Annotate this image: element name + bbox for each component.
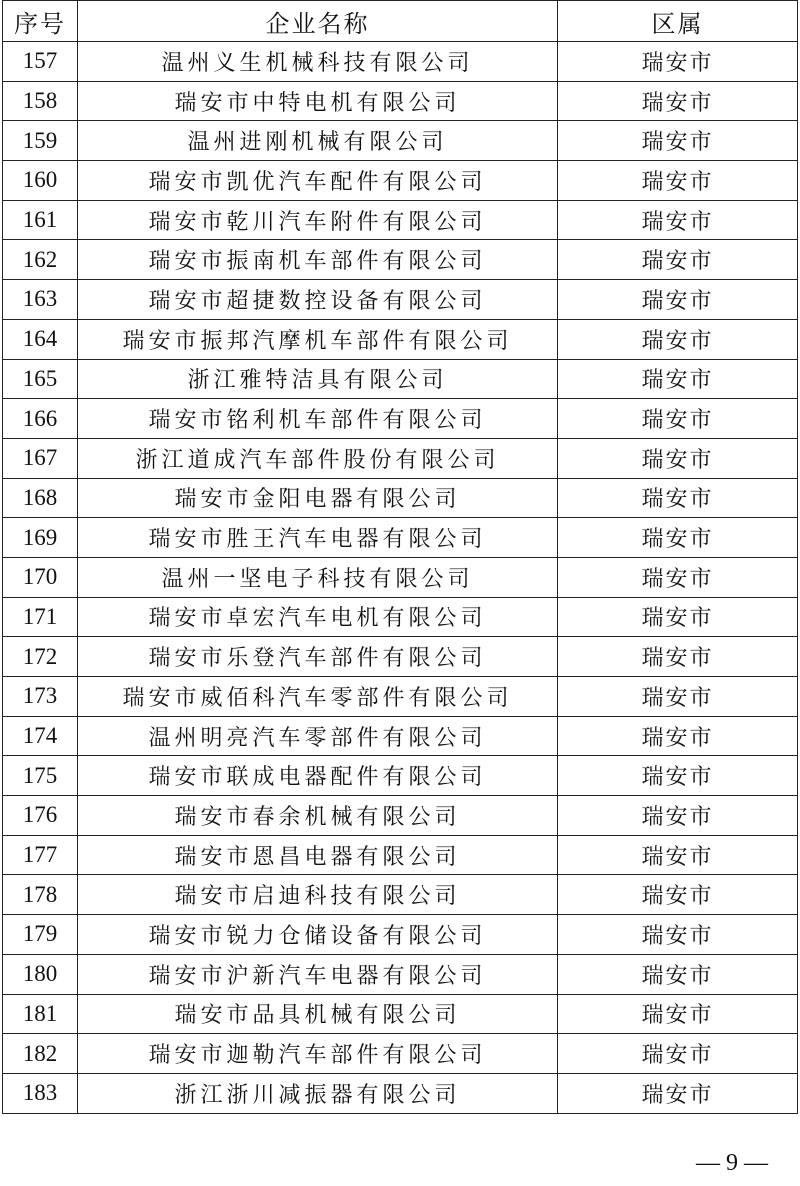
table-row [3,42,798,82]
row-district-cell: 瑞安市 [558,478,798,518]
row-company-name-cell: 瑞安市超捷数控设备有限公司 [78,280,558,320]
row-district-cell: 瑞安市 [558,597,798,637]
row-company-name-cell: 温州进刚机械有限公司 [78,121,558,161]
row-district-cell: 瑞安市 [558,677,798,717]
row-company-name-cell: 瑞安市威佰科汽车零部件有限公司 [78,677,558,717]
row-seq-cell: 160 [3,161,78,201]
row-district-cell: 瑞安市 [558,518,798,558]
row-company-name-cell: 瑞安市春余机械有限公司 [78,796,558,836]
row-company-name-cell: 瑞安市乾川汽车附件有限公司 [78,200,558,240]
row-district-cell: 瑞安市 [558,1034,798,1074]
table-row [3,716,798,756]
row-company-name-cell: 瑞安市卓宏汽车电机有限公司 [78,597,558,637]
row-district-cell: 瑞安市 [558,875,798,915]
header-district: 区属 [558,1,798,42]
row-seq-cell: 174 [3,716,78,756]
row-company-name-cell: 瑞安市乐登汽车部件有限公司 [78,637,558,677]
row-seq-cell: 180 [3,954,78,994]
table-row [3,319,798,359]
table-row [3,518,798,558]
row-seq-cell: 170 [3,557,78,597]
row-company-name-cell: 瑞安市铭利机车部件有限公司 [78,399,558,439]
row-seq-cell: 172 [3,637,78,677]
row-district-cell: 瑞安市 [558,756,798,796]
row-seq-cell: 163 [3,280,78,320]
row-seq-cell: 175 [3,756,78,796]
row-district-cell: 瑞安市 [558,557,798,597]
row-seq-cell: 181 [3,994,78,1034]
header-company-name: 企业名称 [78,1,558,42]
table-row [3,637,798,677]
row-seq-cell: 165 [3,359,78,399]
table-row [3,677,798,717]
table-row [3,557,798,597]
table-row [3,200,798,240]
row-seq-cell: 182 [3,1034,78,1074]
table-row [3,280,798,320]
row-district-cell: 瑞安市 [558,359,798,399]
row-district-cell: 瑞安市 [558,716,798,756]
row-district-cell: 瑞安市 [558,200,798,240]
table-row [3,597,798,637]
row-district-cell: 瑞安市 [558,994,798,1034]
row-district-cell: 瑞安市 [558,81,798,121]
page-number: — 9 — [696,1150,768,1176]
row-company-name-cell: 瑞安市品具机械有限公司 [78,994,558,1034]
row-district-cell: 瑞安市 [558,399,798,439]
row-district-cell: 瑞安市 [558,796,798,836]
row-company-name-cell: 瑞安市恩昌电器有限公司 [78,835,558,875]
table-row [3,240,798,280]
row-district-cell: 瑞安市 [558,954,798,994]
row-company-name-cell: 瑞安市锐力仓储设备有限公司 [78,915,558,955]
header-seq: 序号 [3,1,78,42]
row-district-cell: 瑞安市 [558,915,798,955]
row-company-name-cell: 瑞安市中特电机有限公司 [78,81,558,121]
row-seq-cell: 161 [3,200,78,240]
row-company-name-cell: 瑞安市金阳电器有限公司 [78,478,558,518]
row-district-cell: 瑞安市 [558,1073,798,1113]
table-row [3,399,798,439]
row-seq-cell: 176 [3,796,78,836]
row-seq-cell: 167 [3,438,78,478]
row-seq-cell: 178 [3,875,78,915]
row-seq-cell: 166 [3,399,78,439]
table-row [3,756,798,796]
row-seq-cell: 177 [3,835,78,875]
row-seq-cell: 169 [3,518,78,558]
row-company-name-cell: 瑞安市凯优汽车配件有限公司 [78,161,558,201]
row-district-cell: 瑞安市 [558,637,798,677]
row-district-cell: 瑞安市 [558,240,798,280]
table-row [3,1073,798,1113]
row-company-name-cell: 浙江浙川减振器有限公司 [78,1073,558,1113]
row-seq-cell: 171 [3,597,78,637]
row-seq-cell: 162 [3,240,78,280]
table-row [3,438,798,478]
row-company-name-cell: 瑞安市沪新汽车电器有限公司 [78,954,558,994]
table-row [3,796,798,836]
table-body [3,42,798,1114]
table-row [3,359,798,399]
table-row [3,81,798,121]
row-company-name-cell: 温州义生机械科技有限公司 [78,42,558,82]
row-company-name-cell: 瑞安市振邦汽摩机车部件有限公司 [78,319,558,359]
row-company-name-cell: 瑞安市迦勒汽车部件有限公司 [78,1034,558,1074]
row-company-name-cell: 浙江道成汽车部件股份有限公司 [78,438,558,478]
row-company-name-cell: 瑞安市振南机车部件有限公司 [78,240,558,280]
table-row [3,478,798,518]
table-row [3,121,798,161]
table-row [3,954,798,994]
table-row [3,875,798,915]
row-district-cell: 瑞安市 [558,835,798,875]
row-district-cell: 瑞安市 [558,438,798,478]
row-district-cell: 瑞安市 [558,161,798,201]
row-company-name-cell: 温州一坚电子科技有限公司 [78,557,558,597]
row-company-name-cell: 瑞安市启迪科技有限公司 [78,875,558,915]
row-seq-cell: 157 [3,42,78,82]
row-company-name-cell: 浙江雅特洁具有限公司 [78,359,558,399]
row-district-cell: 瑞安市 [558,121,798,161]
row-district-cell: 瑞安市 [558,319,798,359]
row-company-name-cell: 瑞安市联成电器配件有限公司 [78,756,558,796]
table-row [3,835,798,875]
company-table [2,0,798,1114]
table-row [3,1034,798,1074]
row-company-name-cell: 瑞安市胜王汽车电器有限公司 [78,518,558,558]
row-seq-cell: 183 [3,1073,78,1113]
row-seq-cell: 179 [3,915,78,955]
table-row [3,915,798,955]
row-seq-cell: 158 [3,81,78,121]
table-header [3,1,798,42]
row-seq-cell: 159 [3,121,78,161]
row-seq-cell: 164 [3,319,78,359]
row-seq-cell: 173 [3,677,78,717]
table-row [3,161,798,201]
row-district-cell: 瑞安市 [558,280,798,320]
row-seq-cell: 168 [3,478,78,518]
header-row [3,1,798,42]
row-company-name-cell: 温州明亮汽车零部件有限公司 [78,716,558,756]
table-row [3,994,798,1034]
row-district-cell: 瑞安市 [558,42,798,82]
